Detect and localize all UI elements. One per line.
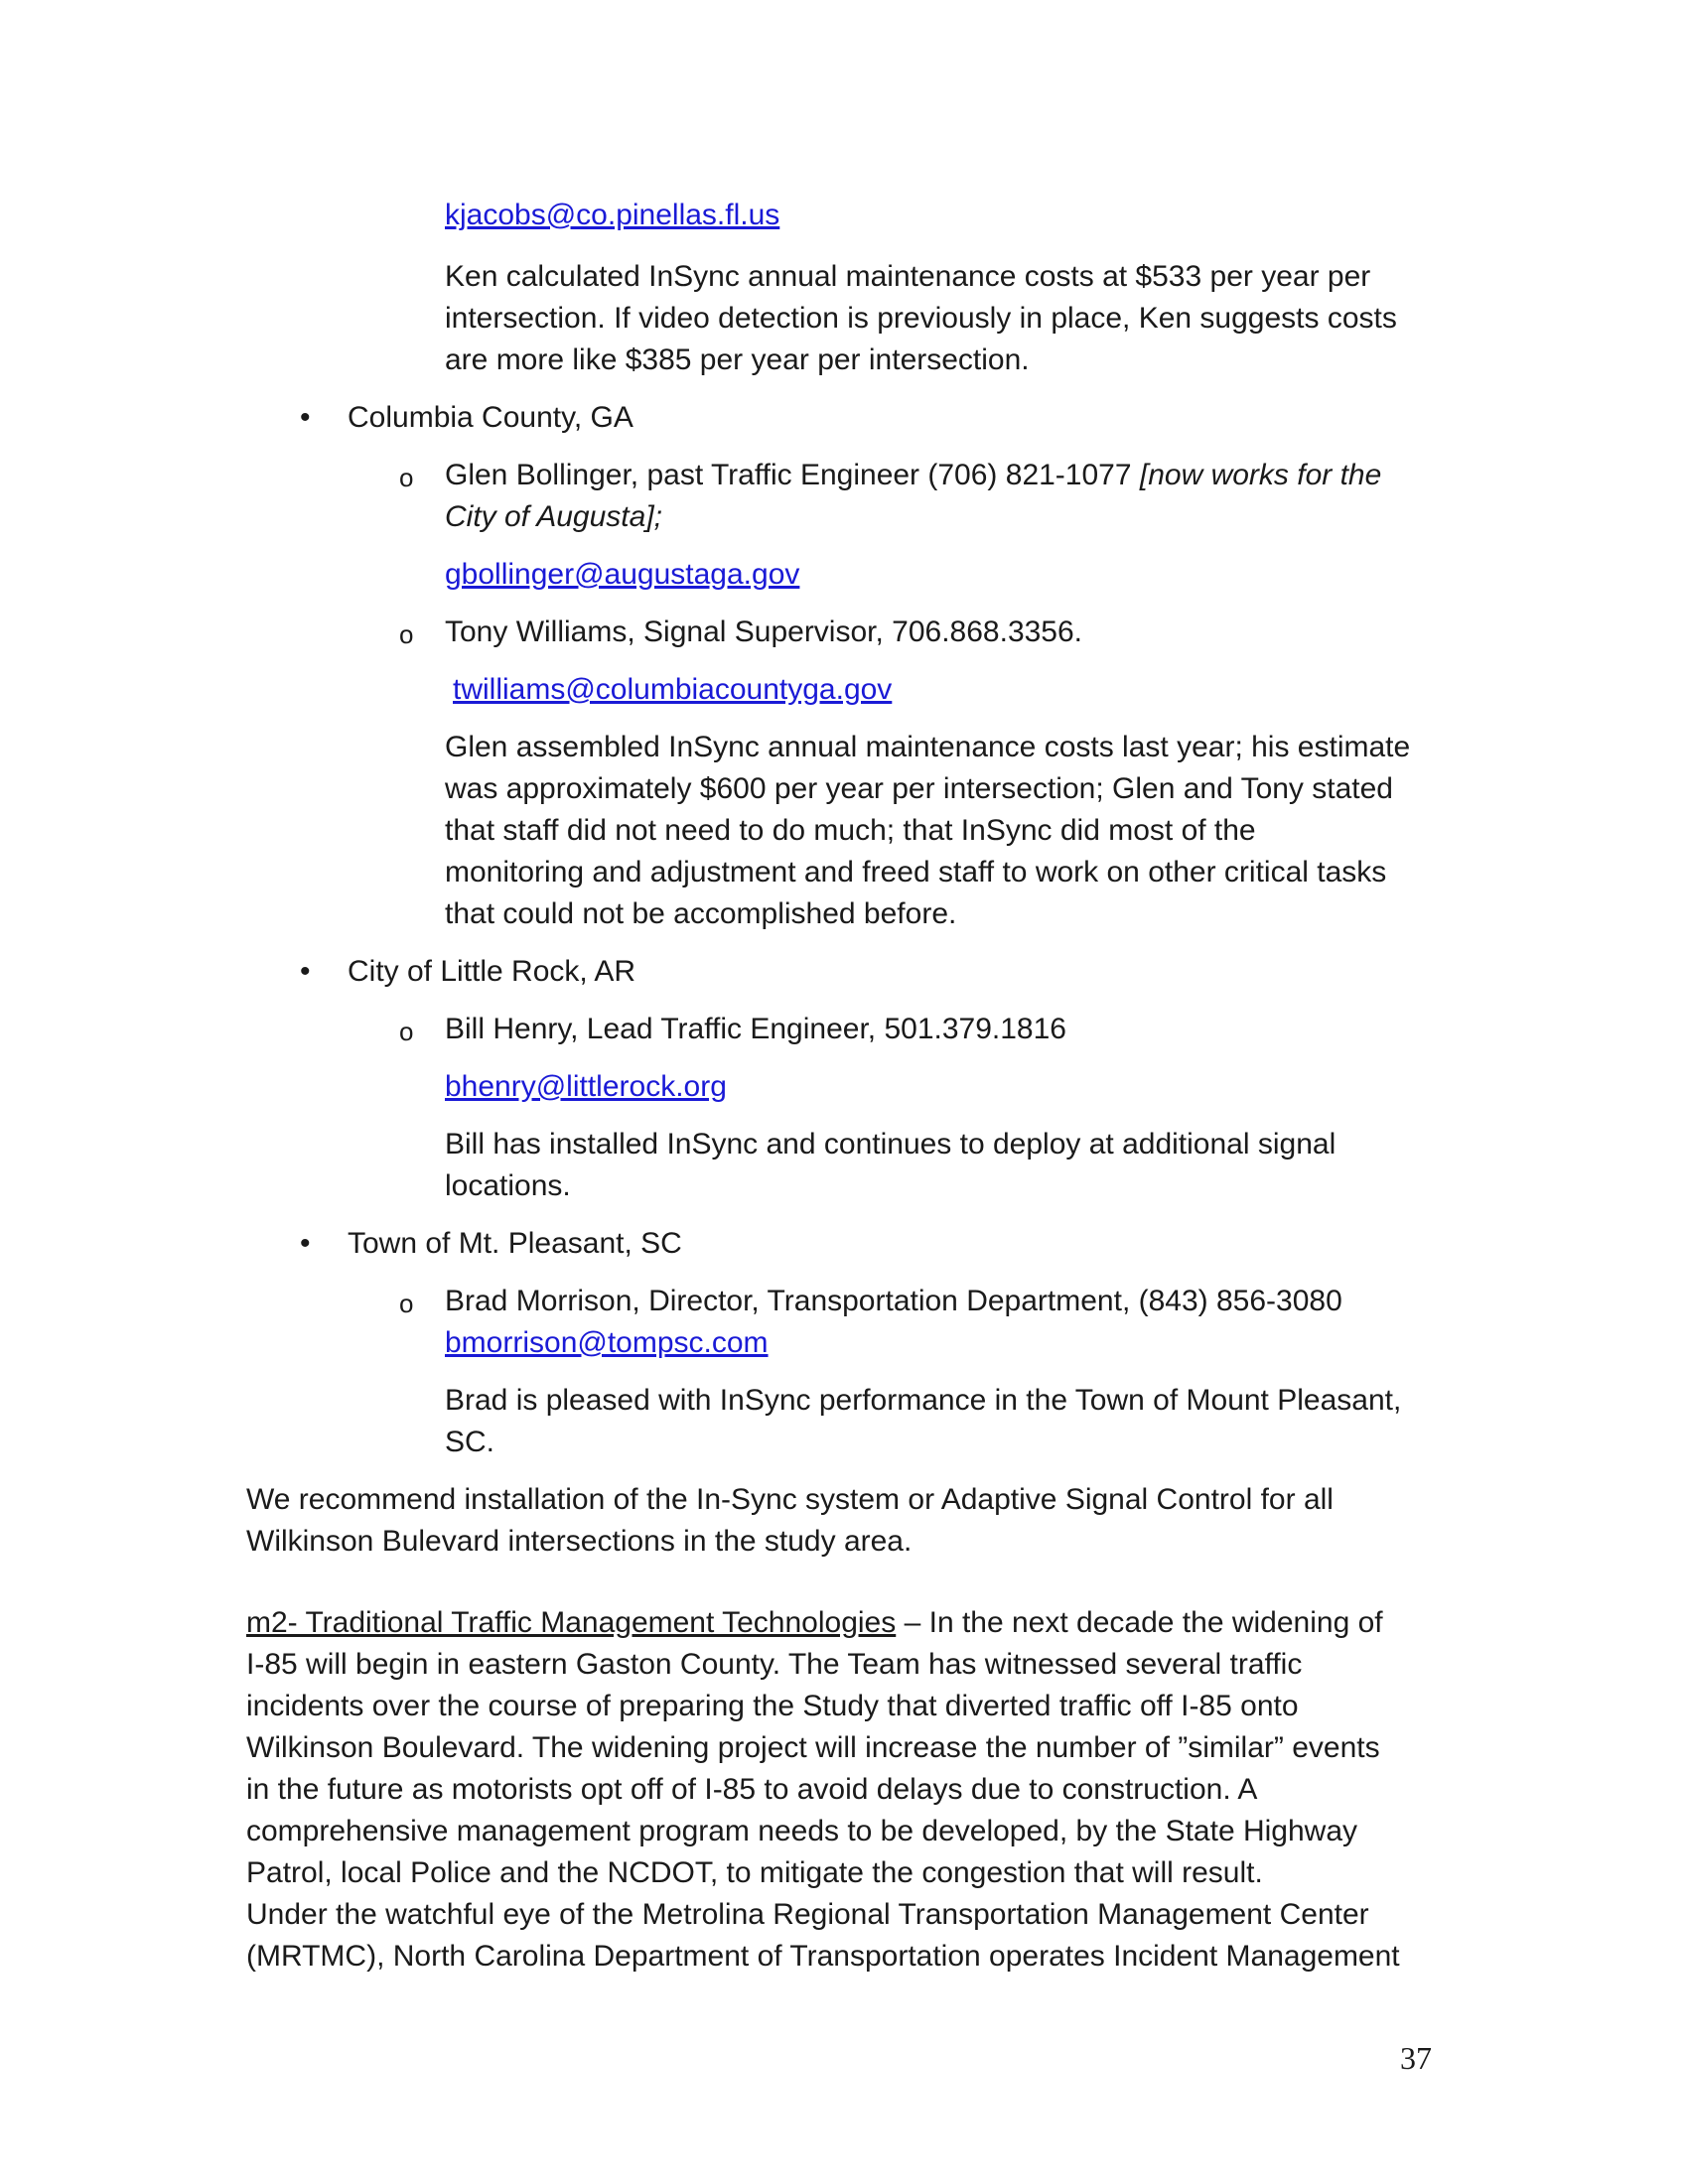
columbia-county-heading: Columbia County, GA — [348, 401, 633, 434]
sub-bullet-marker: o — [399, 463, 414, 492]
contact-note-italic: [now works for the — [1139, 459, 1382, 491]
m2-paragraph-line: Under the watchful eye of the Metrolina Regional Transportation Management Center — [246, 1898, 1369, 1931]
contact-text: Glen Bollinger, past Traffic Engineer (706) 821-1077 — [445, 459, 1140, 491]
glen-bollinger-contact-cont — [445, 496, 662, 538]
brad-morrison-contact: Brad Morrison, Director, Transportation Department, (843) 856-3080 — [445, 1285, 1342, 1317]
pinellas-note-line: are more like $385 per year per intersection. — [445, 343, 1030, 376]
m2-paragraph-line: Patrol, local Police and the NCDOT, to mitigate the congestion that will result. — [246, 1856, 1263, 1889]
columbia-note-line: Glen assembled InSync annual maintenance costs last year; his estimate — [445, 731, 1411, 763]
pinellas-note-line: intersection. If video detection is previously in place, Ken suggests costs — [445, 302, 1397, 335]
m2-paragraph-line: Wilkinson Boulevard. The widening project will increase the number of ”similar” events — [246, 1731, 1380, 1764]
bullet-marker: • — [300, 1227, 311, 1260]
page-number: 37 — [1400, 2040, 1432, 2076]
mt-pleasant-note-line: SC. — [445, 1426, 495, 1458]
twilliams-email-link[interactable]: twilliams@columbiacountyga.gov — [453, 673, 893, 706]
tony-williams-contact: Tony Williams, Signal Supervisor, 706.868.3356. — [445, 615, 1083, 648]
recommendation-line: We recommend installation of the In-Sync system or Adaptive Signal Control for all — [246, 1483, 1334, 1516]
pinellas-note-line: Ken calculated InSync annual maintenance costs at $533 per year per — [445, 260, 1371, 293]
bmorrison-email-link[interactable]: bmorrison@tompsc.com — [445, 1326, 769, 1359]
sub-bullet-marker: o — [399, 619, 414, 649]
m2-paragraph-first-line — [246, 1602, 1383, 1644]
mt-pleasant-heading: Town of Mt. Pleasant, SC — [348, 1227, 682, 1260]
glen-bollinger-contact — [445, 455, 1381, 496]
columbia-note-line: that staff did not need to do much; that InSync did most of the — [445, 814, 1256, 847]
bullet-marker: • — [300, 401, 311, 434]
contact-note-italic: City of Augusta]; — [445, 500, 662, 533]
m2-paragraph-line: in the future as motorists opt off of I-85 to avoid delays due to construction. A — [246, 1773, 1258, 1806]
little-rock-note-line: Bill has installed InSync and continues to deploy at additional signal — [445, 1128, 1336, 1160]
bill-henry-contact: Bill Henry, Lead Traffic Engineer, 501.379.1816 — [445, 1013, 1066, 1045]
m2-section-title: m2- Traditional Traffic Management Technologies — [246, 1606, 897, 1639]
sub-bullet-marker: o — [399, 1289, 414, 1318]
kjacobs-email-link[interactable]: kjacobs@co.pinellas.fl.us — [445, 199, 780, 231]
m2-paragraph-line: I-85 will begin in eastern Gaston County. The Team has witnessed several traffic — [246, 1648, 1303, 1681]
mt-pleasant-note-line: Brad is pleased with InSync performance in the Town of Mount Pleasant, — [445, 1384, 1402, 1417]
columbia-note-line: that could not be accomplished before. — [445, 897, 957, 930]
little-rock-note-line: locations. — [445, 1169, 571, 1202]
columbia-note-line: was approximately $600 per year per intersection; Glen and Tony stated — [445, 772, 1393, 805]
sub-bullet-marker: o — [399, 1017, 414, 1046]
columbia-note-line: monitoring and adjustment and freed staff to work on other critical tasks — [445, 856, 1387, 888]
little-rock-heading: City of Little Rock, AR — [348, 955, 636, 988]
m2-paragraph-line: (MRTMC), North Carolina Department of Transportation operates Incident Management — [246, 1940, 1400, 1973]
m2-paragraph-line: comprehensive management program needs to be developed, by the State Highway — [246, 1815, 1358, 1847]
m2-paragraph-line: incidents over the course of preparing the Study that diverted traffic off I-85 onto — [246, 1690, 1299, 1722]
recommendation-line: Wilkinson Bulevard intersections in the study area. — [246, 1525, 913, 1558]
gbollinger-email-link[interactable]: gbollinger@augustaga.gov — [445, 558, 800, 591]
bhenry-email-link[interactable]: bhenry@littlerock.org — [445, 1070, 727, 1103]
m2-text: – In the next decade the widening of — [896, 1606, 1383, 1639]
bullet-marker: • — [300, 955, 311, 988]
